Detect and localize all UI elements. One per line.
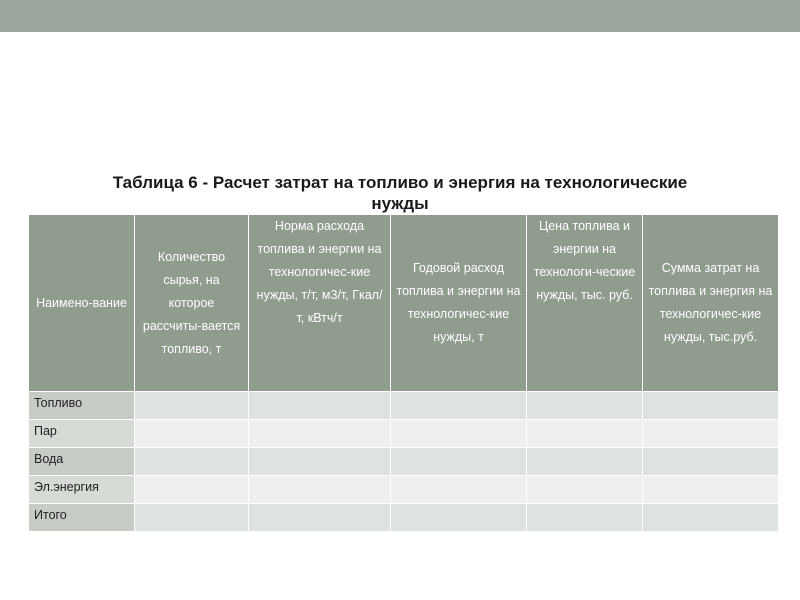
table-cell	[643, 448, 779, 476]
table-cell	[391, 504, 527, 532]
table-row	[29, 420, 779, 448]
table-cell	[249, 476, 391, 504]
table-cell	[249, 420, 391, 448]
table-header-row	[29, 215, 779, 392]
table-cell	[527, 392, 643, 420]
row-label-steam: Пар	[29, 420, 135, 448]
table-cell	[643, 420, 779, 448]
cost-table	[28, 214, 779, 532]
table-row	[29, 392, 779, 420]
table-cell	[135, 448, 249, 476]
table-cell	[391, 420, 527, 448]
row-label-total: Итого	[29, 504, 135, 532]
table-cell	[527, 476, 643, 504]
table-cell	[527, 420, 643, 448]
table-row	[29, 476, 779, 504]
table-cell	[643, 476, 779, 504]
header-total-cost: Сумма затрат на топлива и энергия на технологичес-кие нужды, тыс.руб.	[643, 215, 779, 392]
header-name: Наимено-вание	[29, 215, 135, 392]
header-consumption-norm: Норма расхода топлива и энергии на технологичес-кие нужды, т/т, м3/т, Гкал/т, кВтч/т	[249, 215, 391, 392]
header-price: Цена топлива и энергии на технологи-ческие нужды, тыс. руб.	[527, 215, 643, 392]
table-cell	[391, 392, 527, 420]
table-cell	[135, 504, 249, 532]
header-annual-consumption: Годовой расход топлива и энергии на технологичес-кие нужды, т	[391, 215, 527, 392]
table-title-line-1: Таблица 6 - Расчет затрат на топливо и энергия на технологические	[112, 173, 688, 192]
top-decorative-bar	[0, 0, 800, 32]
table-cell	[527, 504, 643, 532]
table-cell	[527, 448, 643, 476]
table-cell	[135, 476, 249, 504]
table-cell	[643, 504, 779, 532]
table-cell	[249, 504, 391, 532]
table-cell	[391, 448, 527, 476]
table-cell	[135, 392, 249, 420]
row-label-fuel: Топливо	[29, 392, 135, 420]
table-cell	[249, 448, 391, 476]
table-row	[29, 448, 779, 476]
table-title	[40, 172, 760, 214]
table-row	[29, 504, 779, 532]
table-cell	[391, 476, 527, 504]
table-cell	[249, 392, 391, 420]
table-cell	[643, 392, 779, 420]
table-cell	[135, 420, 249, 448]
row-label-water: Вода	[29, 448, 135, 476]
header-raw-quantity: Количество сырья, на которое рассчиты-вается топливо, т	[135, 215, 249, 392]
table-title-line-2: нужды	[371, 194, 429, 213]
row-label-electricity: Эл.энергия	[29, 476, 135, 504]
